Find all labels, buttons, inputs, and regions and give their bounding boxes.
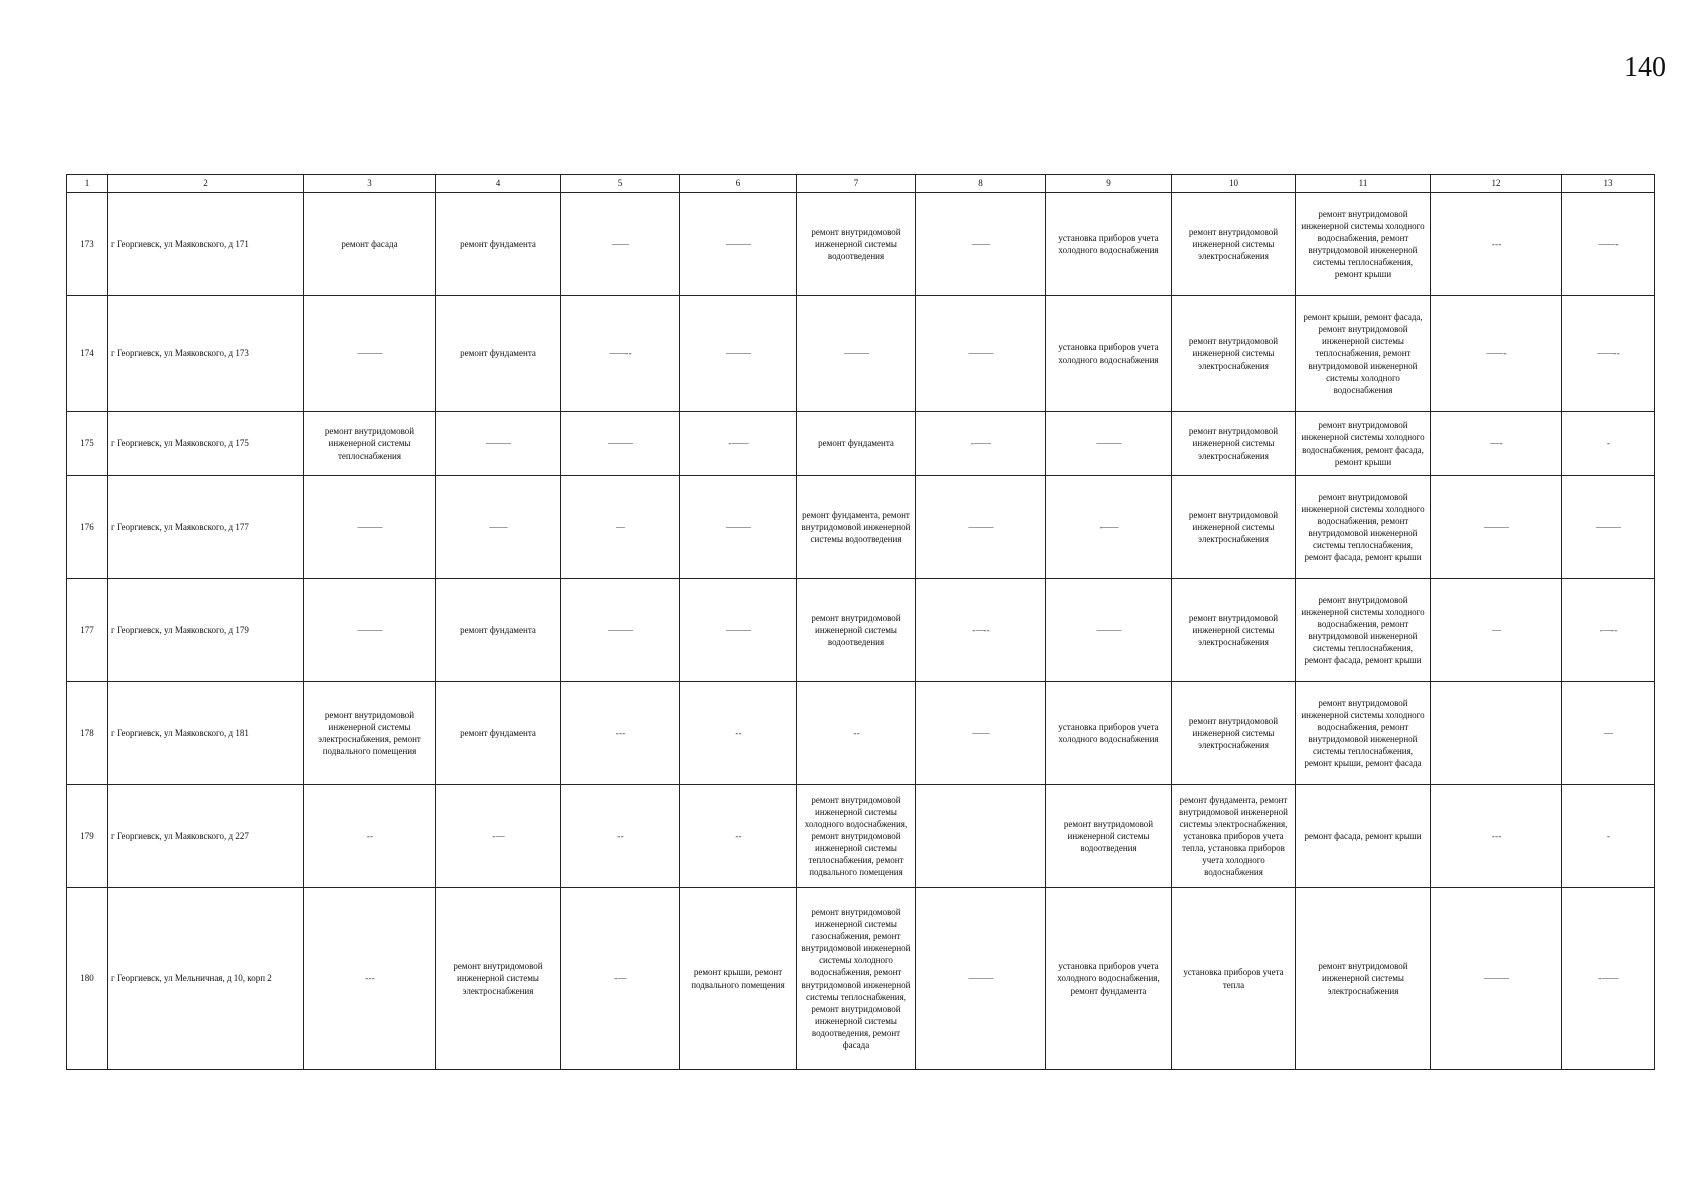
work-type-cell: ремонт фундамента xyxy=(797,412,916,476)
work-type-cell: - xyxy=(1562,412,1655,476)
address-cell: г Георгиевск, ул Маяковского, д 177 xyxy=(108,476,304,579)
row-number-cell: 177 xyxy=(67,579,108,682)
work-type-cell: - - - xyxy=(304,888,436,1070)
work-type-cell: ——- - xyxy=(561,296,680,412)
address-cell: г Георгиевск, ул Маяковского, д 181 xyxy=(108,682,304,785)
work-type-cell: —— - xyxy=(1431,296,1562,412)
work-type-cell: ремонт внутридомовой инженерной системы электроснабжения xyxy=(1172,296,1296,412)
work-type-cell: ——— xyxy=(916,888,1046,1070)
column-number: 7 xyxy=(797,175,916,193)
work-type-cell: ——— xyxy=(1046,579,1172,682)
work-type-cell: ремонт внутридомовой инженерной системы водоотведения xyxy=(797,193,916,296)
address-cell: г Георгиевск, ул Маяковского, д 227 xyxy=(108,785,304,888)
table-row xyxy=(67,296,1655,412)
work-type-cell: — xyxy=(1562,682,1655,785)
work-type-cell: ——— xyxy=(304,476,436,579)
work-type-cell: установка приборов учета холодного водоснабжения xyxy=(1046,193,1172,296)
column-number: 10 xyxy=(1172,175,1296,193)
column-number: 4 xyxy=(436,175,561,193)
work-type-cell: ——— xyxy=(680,296,797,412)
work-type-cell: установка приборов учета холодного водоснабжения xyxy=(1046,296,1172,412)
table-row xyxy=(67,785,1655,888)
table-row xyxy=(67,682,1655,785)
work-type-cell: — xyxy=(561,476,680,579)
work-type-cell: ремонт внутридомовой инженерной системы электроснабжения xyxy=(1172,579,1296,682)
column-number: 9 xyxy=(1046,175,1172,193)
work-type-cell: ремонт внутридомовой инженерной системы теплоснабжения xyxy=(304,412,436,476)
work-type-cell: ремонт внутридомовой инженерной системы холодного водоснабжения, ремонт внутридомовой инженерной системы теплоснабжения, ремонт фасада, ремонт крыши xyxy=(1296,579,1431,682)
work-type-cell: —— xyxy=(916,682,1046,785)
work-type-cell: ——— xyxy=(304,579,436,682)
work-type-cell: установка приборов учета тепла xyxy=(1172,888,1296,1070)
work-type-cell: ремонт внутридомовой инженерной системы холодного водоснабжения, ремонт внутридомовой инженерной системы теплоснабжения, ремонт крыши xyxy=(1296,193,1431,296)
work-type-cell: ремонт внутридомовой инженерной системы электроснабжения xyxy=(1172,193,1296,296)
work-type-cell: ремонт фундамента, ремонт внутридомовой инженерной системы электроснабжения, установка приборов учета тепла, установка приборов учета холодного водоснабжения xyxy=(1172,785,1296,888)
work-type-cell: -—— xyxy=(1046,476,1172,579)
row-number-cell: 174 xyxy=(67,296,108,412)
row-number-cell: 173 xyxy=(67,193,108,296)
work-type-cell: ——— xyxy=(561,579,680,682)
row-number-cell: 178 xyxy=(67,682,108,785)
work-type-cell: ремонт внутридомовой инженерной системы электроснабжения xyxy=(1296,888,1431,1070)
work-type-cell: - — xyxy=(436,785,561,888)
work-type-cell: ремонт внутридомовой инженерной системы электроснабжения, ремонт подвального помещения xyxy=(304,682,436,785)
page-number: 140 xyxy=(1624,52,1666,83)
work-type-cell: —— xyxy=(561,193,680,296)
work-type-cell: ремонт внутридомовой инженерной системы холодного водоснабжения, ремонт внутридомовой инженерной системы теплоснабжения, ремонт фасада, ремонт крыши xyxy=(1296,476,1431,579)
work-type-cell: - xyxy=(1562,785,1655,888)
row-number-cell: 176 xyxy=(67,476,108,579)
work-type-cell: ремонт фундамента xyxy=(436,193,561,296)
work-type-cell: — - xyxy=(1431,412,1562,476)
address-cell: г Георгиевск, ул Мельничная, д 10, корп 2 xyxy=(108,888,304,1070)
work-type-cell xyxy=(916,785,1046,888)
work-type-cell: ремонт фасада xyxy=(304,193,436,296)
work-type-cell: ремонт внутридомовой инженерной системы электроснабжения xyxy=(1172,682,1296,785)
column-number: 12 xyxy=(1431,175,1562,193)
work-type-cell: ——— xyxy=(680,193,797,296)
work-type-cell: —— - xyxy=(1562,193,1655,296)
work-type-cell: - - xyxy=(561,785,680,888)
work-type-cell: ремонт фундамента, ремонт внутридомовой инженерной системы водоотведения xyxy=(797,476,916,579)
work-type-cell: установка приборов учета холодного водоснабжения, ремонт фундамента xyxy=(1046,888,1172,1070)
work-type-cell: ремонт внутридомовой инженерной системы водоотведения xyxy=(797,579,916,682)
work-type-cell xyxy=(1431,682,1562,785)
work-type-cell: ремонт внутридомовой инженерной системы электроснабжения xyxy=(1172,412,1296,476)
work-type-cell: ——— xyxy=(436,412,561,476)
work-type-cell: - —- - xyxy=(1562,579,1655,682)
work-type-cell: - — xyxy=(561,888,680,1070)
table-row xyxy=(67,476,1655,579)
repair-schedule-table xyxy=(66,174,1655,1070)
column-number: 1 xyxy=(67,175,108,193)
work-type-cell: ——— xyxy=(1046,412,1172,476)
work-type-cell: - - - xyxy=(1431,193,1562,296)
row-number-cell: 175 xyxy=(67,412,108,476)
row-number-cell: 179 xyxy=(67,785,108,888)
work-type-cell: ремонт внутридомовой инженерной системы холодного водоснабжения, ремонт внутридомовой инженерной системы теплоснабжения, ремонт подвального помещения xyxy=(797,785,916,888)
work-type-cell: ремонт внутридомовой инженерной системы холодного водоснабжения, ремонт внутридомовой инженерной системы теплоснабжения, ремонт крыши, ремонт фасада xyxy=(1296,682,1431,785)
work-type-cell: - - - xyxy=(561,682,680,785)
work-type-cell: - - xyxy=(680,682,797,785)
work-type-cell: — — xyxy=(916,193,1046,296)
column-number: 2 xyxy=(108,175,304,193)
work-type-cell: — — xyxy=(436,476,561,579)
work-type-cell: - - - xyxy=(1431,785,1562,888)
table-body xyxy=(67,175,1655,1070)
column-number: 8 xyxy=(916,175,1046,193)
work-type-cell: установка приборов учета холодного водоснабжения xyxy=(1046,682,1172,785)
work-type-cell: ремонт фасада, ремонт крыши xyxy=(1296,785,1431,888)
work-type-cell: ремонт фундамента xyxy=(436,296,561,412)
work-type-cell: ремонт внутридомовой инженерной системы холодного водоснабжения, ремонт фасада, ремонт крыши xyxy=(1296,412,1431,476)
work-type-cell: ——— xyxy=(561,412,680,476)
work-type-cell: ——— xyxy=(680,579,797,682)
table-row xyxy=(67,412,1655,476)
work-type-cell: ремонт фундамента xyxy=(436,682,561,785)
work-type-cell: ——— xyxy=(916,296,1046,412)
column-number: 6 xyxy=(680,175,797,193)
address-cell: г Георгиевск, ул Маяковского, д 175 xyxy=(108,412,304,476)
row-number-cell: 180 xyxy=(67,888,108,1070)
work-type-cell: ремонт внутридомовой инженерной системы газоснабжения, ремонт внутридомовой инженерной системы холодного водоснабжения, ремонт внутридомовой инженерной системы теплоснабжения, ремонт внутридомовой инженерной системы водоотведения, ремонт фасада xyxy=(797,888,916,1070)
table-row xyxy=(67,579,1655,682)
work-type-cell: - —— xyxy=(1562,888,1655,1070)
address-cell: г Георгиевск, ул Маяковского, д 173 xyxy=(108,296,304,412)
work-type-cell: - - xyxy=(680,785,797,888)
work-type-cell: ремонт крыши, ремонт подвального помещения xyxy=(680,888,797,1070)
work-type-cell: - —- - xyxy=(916,579,1046,682)
address-cell: г Георгиевск, ул Маяковского, д 171 xyxy=(108,193,304,296)
work-type-cell: - —— xyxy=(680,412,797,476)
work-type-cell: - - xyxy=(797,682,916,785)
address-cell: г Георгиевск, ул Маяковского, д 179 xyxy=(108,579,304,682)
work-type-cell: ремонт крыши, ремонт фасада, ремонт внутридомовой инженерной системы теплоснабжения, ремонт внутридомовой инженерной системы холодного водоснабжения xyxy=(1296,296,1431,412)
work-type-cell: ремонт внутридомовой инженерной системы водоотведения xyxy=(1046,785,1172,888)
table-row xyxy=(67,193,1655,296)
column-number: 5 xyxy=(561,175,680,193)
work-type-cell: ——— xyxy=(1562,476,1655,579)
work-type-cell: ——- - xyxy=(1562,296,1655,412)
work-type-cell: ——— xyxy=(304,296,436,412)
work-type-cell: — xyxy=(1431,579,1562,682)
work-type-cell: ремонт фундамента xyxy=(436,579,561,682)
column-number: 13 xyxy=(1562,175,1655,193)
work-type-cell: - —— xyxy=(916,412,1046,476)
work-type-cell: ——— xyxy=(797,296,916,412)
work-type-cell: ремонт внутридомовой инженерной системы электроснабжения xyxy=(436,888,561,1070)
work-type-cell: ——— xyxy=(916,476,1046,579)
work-type-cell: ——— xyxy=(1431,888,1562,1070)
work-type-cell: ——— xyxy=(1431,476,1562,579)
column-number-row xyxy=(67,175,1655,193)
column-number: 11 xyxy=(1296,175,1431,193)
work-type-cell: ремонт внутридомовой инженерной системы электроснабжения xyxy=(1172,476,1296,579)
work-type-cell: ——— xyxy=(680,476,797,579)
work-type-cell: - - xyxy=(304,785,436,888)
column-number: 3 xyxy=(304,175,436,193)
table-row xyxy=(67,888,1655,1070)
